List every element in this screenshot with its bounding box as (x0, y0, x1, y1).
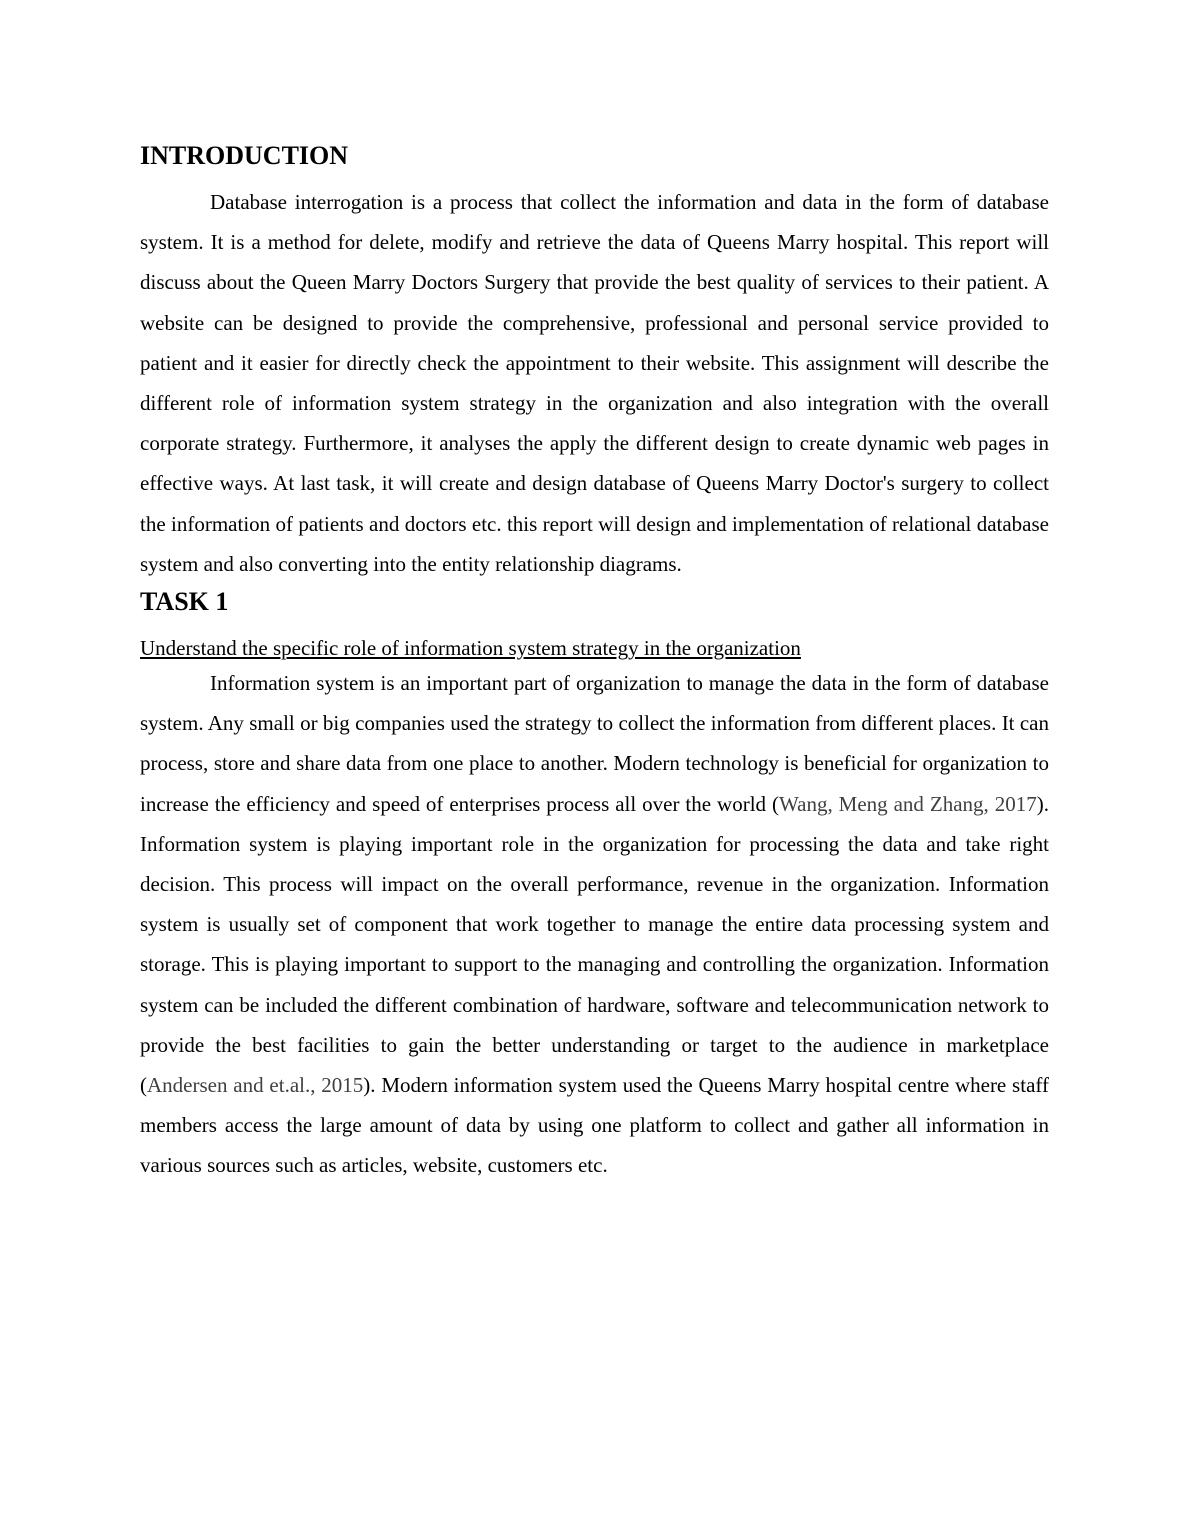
document-page (140, 138, 1049, 1186)
task1-paragraph-text-3: ). Modern information system used the Queens Marry hospital centre where staff members access the large amount of data by using one platform to collect and gather all information in various sources such as articles, website, customers etc. (140, 1073, 1049, 1178)
introduction-paragraph: Database interrogation is a process that collect the information and data in the form of database system. It is a method for delete, modify and retrieve the data of Queens Marry hospital. This report will discuss about the Queen Marry Doctors Surgery that provide the best quality of services to their patient. A website can be designed to provide the comprehensive, professional and personal service provided to patient and it easier for directly check the appointment to their website. This assignment will describe the different role of information system strategy in the organization and also integration with the overall corporate strategy. Furthermore, it analyses the apply the different design to create dynamic web pages in effective ways. At last task, it will create and design database of Queens Marry Doctor's surgery to collect the information of patients and doctors etc. this report will design and implementation of relational database system and also converting into the entity relationship diagrams. (140, 190, 1049, 576)
task1-heading: TASK 1 (140, 587, 229, 617)
task1-subheading: Understand the specific role of information system strategy in the organization (140, 636, 801, 661)
task1-paragraph (140, 663, 1049, 1186)
introduction-heading: INTRODUCTION (140, 141, 349, 170)
task1-paragraph-text-1: Information system is an important part of organization to manage the data in the form of database system. Any small or big companies used the strategy to collect the information from different places. It can process, store and share data from one place to another. Modern technology is beneficial for organization to increase the efficiency and speed of enterprises process all over the world ( (140, 671, 1049, 816)
citation-andersen-2015: Andersen and et.al., 2015 (147, 1073, 364, 1098)
task1-paragraph-text-2: ). Information system is playing important role in the organization for processing the data and take right decision. This process will impact on the overall performance, revenue in the organization. Information system is usually set of component that work together to manage the entire data processing system and storage. This is playing important to support to the managing and controlling the organization. Information system can be included the different combination of hardware, software and telecommunication network to provide the best facilities to gain the better understanding or target to the audience in marketplace ( (140, 791, 1049, 1098)
citation-wang-2017: Wang, Meng and Zhang, 2017 (779, 791, 1037, 816)
